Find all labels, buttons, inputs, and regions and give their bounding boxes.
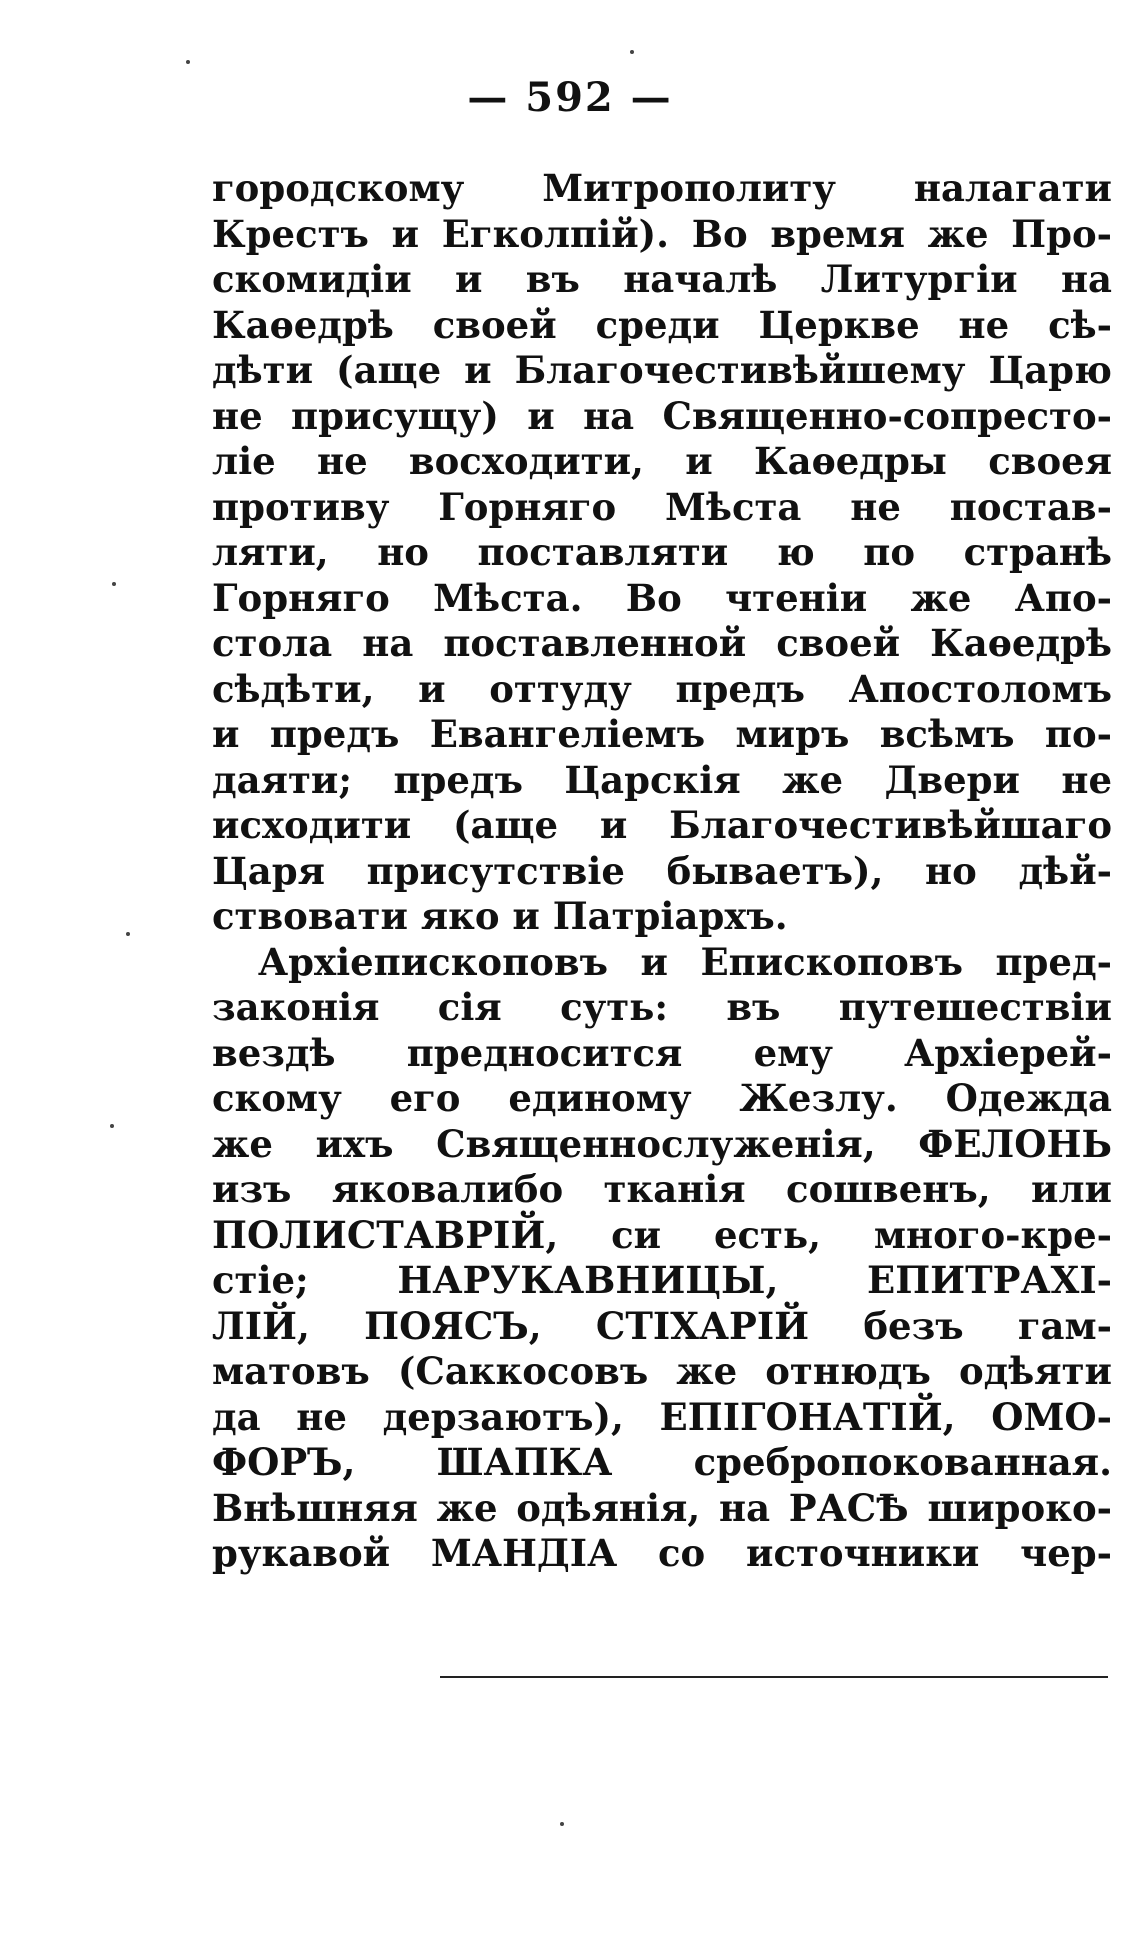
text-line: ФОРЪ, ШАПКА сребропокованная. [212, 1440, 1112, 1484]
text-line: скомидіи и въ началѣ Литургіи на [212, 257, 1112, 301]
text-line: Каѳедрѣ своей среди Церкве не сѣ- [212, 302, 1112, 347]
text-line: Архіепископовъ и Епископовъ пред- [258, 939, 1112, 984]
text-line: да не дерзаютъ), ЕПІГОНАТІЙ, ОМО- [212, 1394, 1112, 1439]
text-line: ЛІЙ, ПОЯСЪ, СТІХАРІЙ безъ гам- [212, 1303, 1112, 1348]
text-line: же ихъ Священнослуженія, ФЕЛОНЬ [212, 1121, 1112, 1166]
print-speck [110, 1124, 114, 1128]
text-line: стола на поставленной своей Каѳедрѣ [212, 621, 1112, 665]
print-speck [186, 60, 190, 64]
text-line: скому его единому Жезлу. Одежда [212, 1076, 1112, 1120]
text-line: стіе; НАРУКАВНИЦЫ, ЕПИТРАХІ- [212, 1258, 1112, 1302]
text-line: противу Горняго Мѣста не постав- [212, 484, 1112, 529]
print-speck [630, 50, 634, 54]
print-speck [126, 932, 130, 936]
text-line: изъ яковалибо тканія сошвенъ, или [212, 1167, 1112, 1211]
print-speck [560, 1822, 564, 1826]
text-line: сѣдѣти, и оттуду предъ Апостоломъ [212, 666, 1112, 711]
page-number: — 592 — [467, 74, 673, 121]
text-line: вездѣ предносится ему Архіерей- [212, 1030, 1112, 1075]
text-line: городскому Митрополиту налагати [212, 166, 1112, 210]
text-line: рукавой МАНДІА со источники чер- [212, 1531, 1112, 1575]
text-line: законія сія суть: въ путешествіи [212, 985, 1112, 1029]
text-line: ліе не восходити, и Каѳедры своея [212, 439, 1112, 483]
text-line: матовъ (Саккосовъ же отнюдъ одѣяти [212, 1349, 1112, 1393]
print-speck [112, 582, 116, 586]
paragraph-2 [212, 940, 1112, 1577]
text-line: ПОЛИСТАВРІЙ, си есть, много-кре- [212, 1212, 1112, 1257]
text-line: исходити (аще и Благочестивѣйшаго [212, 803, 1112, 847]
bottom-rule [440, 1676, 1108, 1678]
body-text [212, 166, 1112, 1577]
text-line: и предъ Евангеліемъ миръ всѣмъ по- [212, 712, 1112, 756]
paragraph-1 [212, 166, 1112, 940]
text-line: дѣти (аще и Благочестивѣйшему Царю [212, 348, 1112, 392]
text-line: Внѣшняя же одѣянія, на РАСѢ широко- [212, 1485, 1112, 1530]
text-line: Царя присутствіе бываетъ), но дѣй- [212, 848, 1112, 893]
text-line: Крестъ и Егколпій). Во время же Про- [212, 211, 1112, 256]
text-line: ляти, но поставляти ю по странѣ [212, 530, 1112, 574]
text-line: не присущу) и на Священно-сопресто- [212, 393, 1112, 438]
text-line: ствовати яко и Патріархъ. [212, 894, 788, 938]
text-line: Горняго Мѣста. Во чтеніи же Апо- [212, 575, 1112, 620]
text-line: даяти; предъ Царскія же Двери не [212, 757, 1112, 802]
